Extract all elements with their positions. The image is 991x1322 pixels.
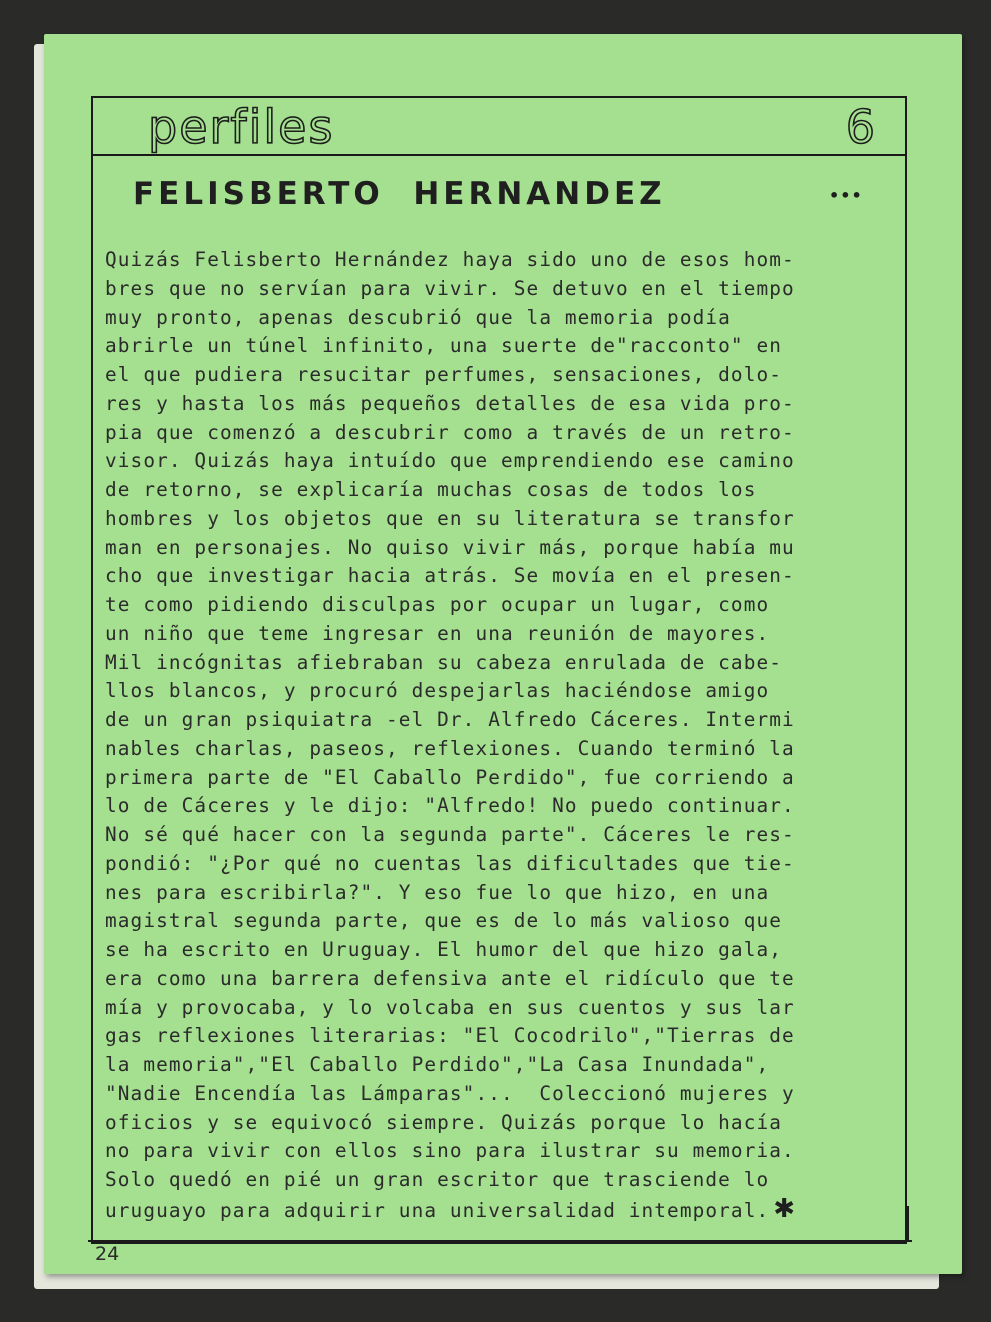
body-line: oficios y se equivocó siempre. Quizás porque lo hacía <box>105 1110 783 1134</box>
body-line: primera parte de "El Caballo Perdido", fue corriendo a <box>105 765 795 789</box>
bottom-rule <box>88 1240 912 1242</box>
page-number: 24 <box>95 1243 120 1265</box>
body-line: No sé qué hacer con la segunda parte". Cáceres le res- <box>105 823 795 846</box>
body-line: bres que no servían para vivir. Se detuvo en el tiempo <box>105 276 795 300</box>
body-line: de un gran psiquiatra -el Dr. Alfredo Cáceres. Intermi <box>105 708 795 731</box>
magazine-page <box>44 34 962 1274</box>
section-name: perfiles <box>148 100 335 154</box>
body-line: "Nadie Encendía las Lámparas"... Coleccionó mujeres y <box>105 1081 795 1105</box>
body-line: hombres y los objetos que en su literatura se transfor <box>105 506 795 530</box>
body-line-text: uruguayo para adquirir una universalidad intemporal. <box>105 1198 770 1222</box>
bottom-rule-corner <box>907 1206 909 1242</box>
body-line-last <box>105 1195 905 1226</box>
body-line: gas reflexiones literarias: "El Cocodrilo","Tierras de <box>105 1024 795 1048</box>
body-line: magistral segunda parte, que es de lo más valioso que <box>105 909 783 933</box>
body-line: cho que investigar hacia atrás. Se movía en el presen- <box>105 564 795 588</box>
body-line: muy pronto, apenas descubrió que la memoria podía <box>105 305 731 329</box>
body-line: se ha escrito en Uruguay. El humor del que hizo gala, <box>105 938 783 961</box>
body-line: man en personajes. No quiso vivir más, porque había mu <box>105 535 795 559</box>
body-line: no para vivir con ellos sino para ilustrar su memoria. <box>105 1139 795 1163</box>
body-line: de retorno, se explicaría muchas cosas de todos los <box>105 478 757 501</box>
body-line: abrirle un túnel infinito, una suerte de"racconto" en <box>105 334 783 358</box>
body-line: nes para escribirla?". Y eso fue lo que hizo, en una <box>105 880 770 904</box>
article-body <box>105 246 905 1226</box>
body-line: nables charlas, paseos, reflexiones. Cuando terminó la <box>105 736 795 760</box>
body-line: un niño que teme ingresar en una reunión de mayores. <box>105 621 770 645</box>
body-line: el que pudiera resucitar perfumes, sensaciones, dolo- <box>105 363 783 386</box>
end-mark-icon: ✱ <box>773 1193 796 1224</box>
body-line: mía y provocaba, y lo volcaba en sus cuentos y sus lar <box>105 995 795 1019</box>
body-line: pondió: "¿Por qué no cuentas las dificultades que tie- <box>105 851 795 875</box>
section-number: 6 <box>845 100 875 154</box>
body-line: era como una barrera defensiva ante el ridículo que te <box>105 966 795 990</box>
article-title: FELISBERTO HERNANDEZ <box>133 176 666 212</box>
body-line: lo de Cáceres y le dijo: "Alfredo! No puedo continuar. <box>105 794 795 818</box>
body-line: Quizás Felisberto Hernández haya sido uno de esos hom- <box>105 248 795 271</box>
body-line: Mil incógnitas afiebraban su cabeza enrulada de cabe- <box>105 650 783 674</box>
body-line: Solo quedó en pié un gran escritor que trasciende lo <box>105 1168 770 1191</box>
article-frame <box>91 96 907 1244</box>
body-line: visor. Quizás haya intuído que emprendiendo ese camino <box>105 449 795 473</box>
body-line: pia que comenzó a descubrir como a través de un retro- <box>105 420 795 444</box>
body-line: res y hasta los más pequeños detalles de esa vida pro- <box>105 391 795 415</box>
body-line: te como pidiendo disculpas por ocupar un lugar, como <box>105 593 770 616</box>
body-line: llos blancos, y procuró despejarlas haciéndose amigo <box>105 679 770 703</box>
title-dots: ••• <box>829 186 863 205</box>
body-line: la memoria","El Caballo Perdido","La Casa Inundada", <box>105 1053 770 1076</box>
section-header <box>93 98 905 156</box>
